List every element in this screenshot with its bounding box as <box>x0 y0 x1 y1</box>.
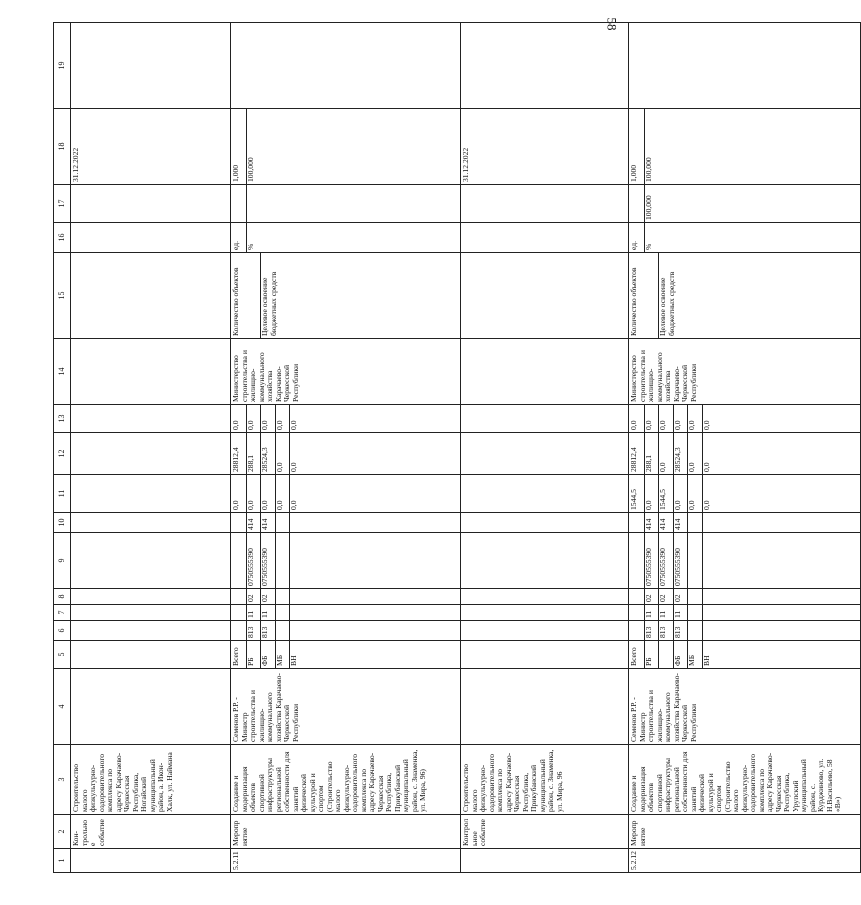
cell-col-19 <box>71 23 231 109</box>
cell-line: РБ <box>247 641 262 668</box>
cell-line: 1,000 <box>630 109 645 184</box>
cell-col-8 <box>231 589 461 605</box>
cell-line: 02 <box>261 589 276 604</box>
cell-col-11 <box>461 475 629 513</box>
cell-col-8 <box>629 589 861 605</box>
table-row <box>629 23 861 873</box>
cell-col-8 <box>71 589 231 605</box>
cell-line <box>290 533 304 588</box>
cell-line: ВН <box>289 655 298 666</box>
cell-line: 0750555390 <box>659 533 674 588</box>
program-table <box>53 22 861 873</box>
rotated-table-wrapper <box>53 23 842 873</box>
cell-line: 0,0 <box>630 405 645 432</box>
cell-line: 31.12.2022 <box>71 147 80 182</box>
cell-col-3: Создание и модернизация объектов спортивной инфраструктуры региональной собственности для занятий физической культурой и спортом (Строительство малого физкультурно-оздоровительного комплекса по адресу Карачаево-Черкесская Республика, Прикубанский муниципальный район, с. Знаменка, ул. Мира, 96) <box>231 745 461 815</box>
cell-line: 1,000 <box>232 109 247 184</box>
cell-line: 0,0 <box>247 475 262 512</box>
cell-line: ед. <box>232 223 247 252</box>
cell-line <box>630 589 645 604</box>
cell-line: 02 <box>659 589 674 604</box>
cell-line: 28812,4 <box>630 433 645 474</box>
cell-line: 0750555390 <box>645 533 660 588</box>
cell-col-10 <box>71 513 231 533</box>
cell-line: 0,0 <box>261 475 276 512</box>
cell-line: 1544,5 <box>659 475 674 512</box>
cell-line <box>276 513 291 532</box>
column-number: 8 <box>54 589 71 605</box>
cell-col-14: Министерство строительства и жилищно-коммунального хозяйства Карачаево-Черкесской Республики <box>629 339 861 405</box>
cell-line: 100,000 <box>643 157 653 182</box>
cell-line <box>247 185 261 222</box>
column-number: 18 <box>54 109 71 185</box>
cell-col-3: Строительство малого физкультурно-оздоровительного комплекса по адресу Карачаево-Черкесская Республика, Прикубанский муниципальный район, с. Знаменка, ул. Мира, 96 <box>461 745 629 815</box>
cell-line: 0,0 <box>674 475 689 512</box>
cell-col-2: Контрольное событие <box>461 815 629 849</box>
cell-line <box>290 605 304 620</box>
cell-line <box>630 513 645 532</box>
cell-line: 0750555390 <box>261 533 276 588</box>
cell-col-17 <box>629 185 861 223</box>
cell-line <box>659 641 674 668</box>
cell-col-18 <box>629 109 861 185</box>
cell-line: 414 <box>261 513 276 532</box>
column-number: 7 <box>54 605 71 621</box>
cell-line: 100,000 <box>245 157 255 182</box>
cell-line: 813 <box>645 621 660 640</box>
cell-col-9 <box>461 533 629 589</box>
cell-col-11 <box>629 475 861 513</box>
column-number: 10 <box>54 513 71 533</box>
cell-col-13 <box>231 405 461 433</box>
cell-col-19 <box>629 23 861 109</box>
cell-line: 0,0 <box>645 475 660 512</box>
cell-line: Целевое освоение бюджетных средств <box>658 271 676 336</box>
cell-col-9 <box>231 533 461 589</box>
column-number: 5 <box>54 641 71 669</box>
cell-line: 02 <box>645 589 660 604</box>
cell-col-14: Министерство строительства и жилищно-коммунального хозяйства Карачаево-Черкесской Республики <box>231 339 461 405</box>
cell-col-1: 5.2.11 <box>231 849 461 873</box>
cell-line <box>232 605 247 620</box>
cell-line <box>630 605 645 620</box>
cell-col-3: Создание и модернизация объектов спортивной инфраструктуры региональной собственности для занятий физической культурой и спортом (Строительство малого физкультурно-оздоровительного комплекса по адресу Карачаево-Черкесская Республика, Урупский муниципальный район, с. Курджиново, ул. Н.Васильево, 58 «В») <box>629 745 861 815</box>
cell-line: 02 <box>674 589 689 604</box>
cell-col-5 <box>231 641 461 669</box>
cell-line <box>688 533 703 588</box>
cell-line: 0,0 <box>659 433 674 474</box>
cell-line <box>703 589 717 604</box>
cell-line: 100,000 <box>643 195 653 220</box>
cell-line: МБ <box>688 641 703 668</box>
cell-col-11 <box>71 475 231 513</box>
cell-line: 11 <box>261 605 276 620</box>
column-number-row <box>54 23 71 873</box>
cell-col-7 <box>231 605 461 621</box>
column-number: 11 <box>54 475 71 513</box>
cell-line <box>232 185 247 222</box>
column-number: 16 <box>54 223 71 253</box>
column-number: 4 <box>54 669 71 745</box>
cell-col-8 <box>461 589 629 605</box>
cell-col-1: 5.2.12 <box>629 849 861 873</box>
cell-col-1 <box>461 849 629 873</box>
cell-col-4: Семенов Р.Р. - Министр строительства и жилищно-коммунального хозяйства Карачаево-Черкесской Республики <box>629 669 861 745</box>
cell-line <box>290 513 304 532</box>
cell-line <box>703 513 717 532</box>
cell-line <box>232 621 247 640</box>
cell-col-6 <box>461 621 629 641</box>
column-number: 14 <box>54 339 71 405</box>
cell-line: 28524,3 <box>261 433 276 474</box>
cell-line: Количество объектов <box>232 253 261 338</box>
cell-line: 0,0 <box>232 405 247 432</box>
cell-col-7 <box>629 605 861 621</box>
cell-line: 0,0 <box>289 500 298 510</box>
cell-col-10 <box>629 513 861 533</box>
cell-line <box>276 605 291 620</box>
table-row <box>231 23 461 873</box>
cell-col-10 <box>461 513 629 533</box>
cell-line: 0750555390 <box>674 533 689 588</box>
cell-col-15 <box>461 253 629 339</box>
cell-col-14 <box>71 339 231 405</box>
cell-line <box>290 589 304 604</box>
cell-col-18 <box>231 109 461 185</box>
cell-line: 11 <box>659 605 674 620</box>
cell-col-10 <box>231 513 461 533</box>
cell-line: 0,0 <box>276 433 291 474</box>
column-number: 13 <box>54 405 71 433</box>
cell-line <box>276 621 291 640</box>
cell-line: 0,0 <box>261 405 276 432</box>
cell-line: 28812,4 <box>232 433 247 474</box>
cell-col-17 <box>231 185 461 223</box>
cell-line: 414 <box>659 513 674 532</box>
cell-line: 0,0 <box>247 405 262 432</box>
cell-col-19 <box>231 23 461 109</box>
cell-line <box>630 533 645 588</box>
column-number: 15 <box>54 253 71 339</box>
cell-line <box>688 513 703 532</box>
cell-col-6 <box>231 621 461 641</box>
cell-col-5 <box>629 641 861 669</box>
cell-col-14 <box>461 339 629 405</box>
cell-line: 11 <box>674 605 689 620</box>
cell-line <box>688 589 703 604</box>
cell-line: Всего <box>630 641 645 668</box>
cell-col-12 <box>231 433 461 475</box>
cell-line <box>630 185 645 222</box>
cell-line: 0,0 <box>659 405 674 432</box>
cell-line: 0750555390 <box>247 533 262 588</box>
cell-col-7 <box>461 605 629 621</box>
cell-col-2: Мероприятие <box>231 815 461 849</box>
column-number: 2 <box>54 815 71 849</box>
cell-line: 288,1 <box>247 433 262 474</box>
table-body <box>54 23 861 873</box>
cell-line <box>630 621 645 640</box>
cell-line: РБ <box>645 641 660 668</box>
cell-col-1 <box>71 849 231 873</box>
cell-col-12 <box>461 433 629 475</box>
cell-line: 0,0 <box>289 462 298 472</box>
cell-line <box>276 589 291 604</box>
cell-line: 0,0 <box>688 433 703 474</box>
cell-line: % <box>643 243 653 250</box>
cell-col-6 <box>71 621 231 641</box>
column-number: 19 <box>54 23 71 109</box>
cell-col-4: Семенов Р.Р. - Министр строительства и жилищно-коммунального хозяйства Карачаево-Черкесской Республики <box>231 669 461 745</box>
cell-line <box>232 513 247 532</box>
cell-line: 0,0 <box>701 420 711 430</box>
cell-line: ВН <box>701 655 711 666</box>
cell-line: 0,0 <box>674 405 689 432</box>
cell-line: 0,0 <box>276 405 291 432</box>
cell-line: 813 <box>674 621 689 640</box>
cell-line: 414 <box>247 513 262 532</box>
cell-line: МБ <box>276 641 291 668</box>
cell-col-15 <box>71 253 231 339</box>
cell-col-7 <box>71 605 231 621</box>
column-number: 12 <box>54 433 71 475</box>
cell-col-17 <box>461 185 629 223</box>
cell-line: 813 <box>659 621 674 640</box>
cell-col-15 <box>629 253 861 339</box>
cell-col-12 <box>71 433 231 475</box>
cell-col-5 <box>461 641 629 669</box>
cell-col-15 <box>231 253 461 339</box>
cell-col-12 <box>629 433 861 475</box>
column-number: 6 <box>54 621 71 641</box>
cell-line <box>703 605 717 620</box>
cell-line: 31.12.2022 <box>461 147 470 182</box>
cell-line <box>276 533 291 588</box>
cell-line <box>688 605 703 620</box>
cell-line: 28524,3 <box>674 433 689 474</box>
cell-line: 0,0 <box>701 462 711 472</box>
cell-line: Целевое освоение бюджетных средств <box>260 271 278 336</box>
cell-line: 288,1 <box>645 433 660 474</box>
cell-col-9 <box>629 533 861 589</box>
cell-col-16 <box>461 223 629 253</box>
cell-line <box>688 621 703 640</box>
cell-col-17 <box>71 185 231 223</box>
cell-line: Всего <box>232 641 247 668</box>
cell-col-2: Мероприятие <box>629 815 861 849</box>
cell-line <box>232 589 247 604</box>
cell-col-2: Кон-трольное событие <box>71 815 231 849</box>
column-number: 17 <box>54 185 71 223</box>
table-row <box>461 23 629 873</box>
cell-line: 0,0 <box>688 475 703 512</box>
cell-col-16 <box>231 223 461 253</box>
cell-line: 02 <box>247 589 262 604</box>
cell-col-19 <box>461 23 629 109</box>
cell-line <box>232 533 247 588</box>
cell-col-13 <box>71 405 231 433</box>
cell-line: 0,0 <box>276 475 291 512</box>
cell-line: 414 <box>645 513 660 532</box>
table-row <box>71 23 231 873</box>
cell-col-9 <box>71 533 231 589</box>
cell-line: 0,0 <box>289 420 298 430</box>
cell-line: % <box>245 243 255 250</box>
cell-line: 11 <box>247 605 262 620</box>
cell-line <box>703 621 717 640</box>
cell-line: Количество объектов <box>630 253 659 338</box>
cell-col-11 <box>231 475 461 513</box>
page-number: 58 <box>604 17 620 31</box>
cell-col-3: Строительство малого физкультурно-оздоровительного комплекса по адресу Карачаево-Черкесская Республика, Ногайский муниципальный район, а. Икон-Халк, ул. Наймана <box>71 745 231 815</box>
cell-line: 414 <box>674 513 689 532</box>
cell-col-13 <box>629 405 861 433</box>
cell-col-4 <box>461 669 629 745</box>
cell-line: 0,0 <box>701 500 711 510</box>
cell-line: 0,0 <box>645 405 660 432</box>
cell-col-5 <box>71 641 231 669</box>
cell-line: ФБ <box>261 641 276 668</box>
cell-line: 813 <box>261 621 276 640</box>
cell-col-16 <box>71 223 231 253</box>
cell-col-18 <box>461 109 629 185</box>
cell-line: ед. <box>630 223 645 252</box>
cell-col-4 <box>71 669 231 745</box>
cell-line: 1544,5 <box>630 475 645 512</box>
column-number: 1 <box>54 849 71 873</box>
cell-line: 813 <box>247 621 262 640</box>
cell-col-6 <box>629 621 861 641</box>
cell-line: 0,0 <box>688 405 703 432</box>
cell-line: ФБ <box>674 641 689 668</box>
cell-line: 0,0 <box>232 475 247 512</box>
cell-line: 11 <box>645 605 660 620</box>
cell-line <box>703 533 717 588</box>
column-number: 3 <box>54 745 71 815</box>
cell-col-18 <box>71 109 231 185</box>
column-number: 9 <box>54 533 71 589</box>
cell-col-16 <box>629 223 861 253</box>
cell-col-13 <box>461 405 629 433</box>
cell-line <box>290 621 304 640</box>
